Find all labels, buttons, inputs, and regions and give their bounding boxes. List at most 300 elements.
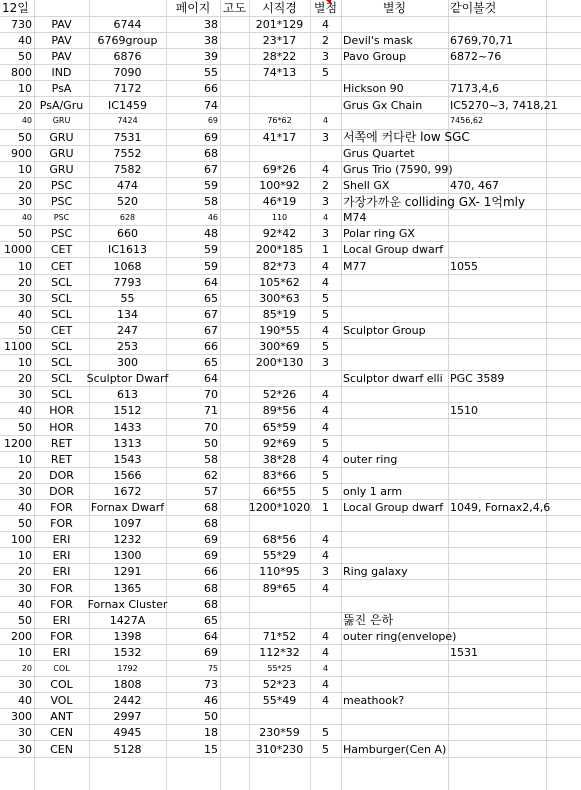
cell-object[interactable]: 134 (117, 307, 138, 321)
cell-see-together[interactable] (448, 742, 581, 757)
cell-see-together[interactable]: 6769,70,71 (450, 34, 513, 48)
cell-page[interactable]: 62 (204, 468, 218, 482)
cell-page[interactable]: 68 (204, 517, 218, 531)
cell-page[interactable]: 39 (204, 50, 218, 64)
cell-value[interactable]: 30 (18, 742, 32, 756)
cell-stars[interactable]: 3 (322, 227, 329, 241)
header-object[interactable] (89, 0, 166, 16)
cell-object[interactable]: 7793 (113, 275, 142, 289)
cell-altitude[interactable] (220, 323, 249, 338)
cell-apparent-size[interactable]: 55*29 (262, 549, 297, 563)
cell-page[interactable]: 68 (204, 597, 218, 611)
cell-stars[interactable]: 5 (322, 468, 329, 482)
cell-stars[interactable]: 4 (322, 18, 329, 32)
cell-object[interactable]: 7552 (113, 146, 142, 160)
cell-stars[interactable]: 5 (322, 742, 329, 756)
cell-page[interactable]: 68 (204, 146, 218, 160)
cell-altitude[interactable] (220, 597, 249, 612)
cell-altitude[interactable] (220, 709, 249, 724)
cell-value[interactable]: 40 (18, 34, 32, 48)
cell-apparent-size[interactable]: 46*19 (262, 195, 297, 209)
cell-constellation[interactable]: CEN (50, 742, 73, 756)
cell-value[interactable]: 20 (18, 565, 32, 579)
cell-see-together[interactable]: 1510 (450, 404, 478, 418)
cell-value[interactable]: 50 (18, 420, 32, 434)
cell-object[interactable]: 5128 (113, 742, 142, 756)
cell-apparent-size[interactable]: 69*26 (262, 162, 297, 176)
cell-stars[interactable] (310, 81, 341, 96)
cell-stars[interactable]: 1 (322, 501, 329, 515)
cell-constellation[interactable]: FOR (50, 629, 73, 643)
cell-page[interactable]: 67 (204, 323, 218, 337)
cell-apparent-size[interactable]: 92*42 (262, 227, 297, 241)
cell-constellation[interactable]: RET (50, 436, 73, 450)
cell-stars[interactable] (310, 597, 341, 612)
cell-page[interactable]: 65 (204, 291, 218, 305)
cell-altitude[interactable] (220, 742, 249, 757)
cell-page[interactable]: 58 (204, 452, 218, 466)
cell-constellation[interactable]: PAV (51, 50, 72, 64)
cell-value[interactable]: 40 (21, 116, 32, 126)
cell-see-together[interactable] (448, 194, 581, 209)
cell-nickname[interactable]: Hamburger(Cen A) (343, 742, 447, 756)
cell-see-together[interactable] (448, 65, 581, 80)
cell-altitude[interactable] (220, 275, 249, 290)
cell-page[interactable]: 59 (204, 259, 218, 273)
cell-see-together[interactable]: 1049, Fornax2,4,6 (450, 501, 551, 515)
cell-see-together[interactable]: 1055 (450, 259, 478, 273)
cell-nickname[interactable]: M77 (343, 259, 367, 273)
cell-apparent-size[interactable]: 55*49 (262, 694, 297, 708)
cell-constellation[interactable]: PSC (50, 227, 73, 241)
cell-page[interactable]: 69 (204, 533, 218, 547)
cell-constellation[interactable]: RET (50, 452, 73, 466)
cell-altitude[interactable] (220, 49, 249, 64)
cell-apparent-size[interactable]: 28*22 (262, 50, 297, 64)
cell-value[interactable]: 40 (18, 694, 32, 708)
cell-altitude[interactable] (220, 130, 249, 145)
cell-stars[interactable]: 3 (322, 356, 329, 370)
cell-nickname[interactable]: Shell GX (343, 179, 390, 193)
cell-page[interactable]: 18 (204, 726, 218, 740)
cell-altitude[interactable] (220, 532, 249, 547)
cell-page[interactable]: 69 (207, 116, 218, 126)
cell-value[interactable]: 300 (11, 710, 32, 724)
cell-apparent-size[interactable]: 300*69 (259, 340, 300, 354)
cell-object[interactable]: 1097 (113, 517, 142, 531)
cell-stars[interactable]: 4 (322, 275, 329, 289)
cell-value[interactable]: 100 (11, 533, 32, 547)
cell-apparent-size[interactable]: 71*52 (262, 629, 297, 643)
cell-value[interactable]: 50 (18, 227, 32, 241)
cell-value[interactable]: 10 (18, 356, 32, 370)
cell-see-together[interactable] (448, 162, 581, 177)
cell-nickname[interactable] (341, 307, 448, 322)
cell-apparent-size[interactable] (249, 516, 310, 531)
cell-stars[interactable]: 3 (322, 50, 329, 64)
cell-apparent-size[interactable]: 112*32 (259, 645, 300, 659)
cell-see-together[interactable] (448, 516, 581, 531)
cell-object[interactable]: 7424 (117, 116, 138, 126)
cell-constellation[interactable]: FOR (50, 597, 73, 611)
cell-value[interactable]: 20 (18, 275, 32, 289)
cell-value[interactable]: 30 (18, 195, 32, 209)
cell-page[interactable]: 15 (204, 742, 218, 756)
cell-nickname[interactable] (341, 387, 448, 402)
cell-see-together[interactable]: 7456,62 (450, 116, 484, 126)
cell-constellation[interactable]: VOL (50, 694, 73, 708)
cell-object[interactable]: 300 (117, 356, 138, 370)
cell-altitude[interactable] (220, 420, 249, 435)
cell-altitude[interactable] (220, 500, 249, 515)
cell-nickname[interactable] (341, 275, 448, 290)
cell-apparent-size[interactable] (249, 613, 310, 628)
cell-constellation[interactable]: SCL (51, 307, 72, 321)
cell-page[interactable]: 38 (204, 34, 218, 48)
cell-page[interactable]: 68 (204, 501, 218, 515)
cell-page[interactable]: 75 (207, 663, 218, 673)
cell-value[interactable]: 50 (18, 130, 32, 144)
cell-object[interactable]: 6769group (97, 34, 158, 48)
cell-stars[interactable]: 4 (322, 645, 329, 659)
cell-constellation[interactable]: CET (50, 323, 73, 337)
cell-see-together[interactable] (448, 420, 581, 435)
cell-apparent-size[interactable]: 100*92 (259, 179, 300, 193)
cell-stars[interactable]: 5 (322, 291, 329, 305)
cell-apparent-size[interactable] (249, 597, 310, 612)
cell-object[interactable]: 1512 (113, 404, 142, 418)
cell-altitude[interactable] (220, 581, 249, 596)
cell-value[interactable]: 10 (18, 82, 32, 96)
cell-page[interactable]: 67 (204, 307, 218, 321)
cell-page[interactable]: 67 (204, 162, 218, 176)
cell-nickname[interactable]: Ring galaxy (343, 565, 408, 579)
cell-page[interactable]: 59 (204, 243, 218, 257)
cell-constellation[interactable]: HOR (49, 420, 74, 434)
cell-altitude[interactable] (220, 81, 249, 96)
cell-object[interactable]: 55 (120, 291, 135, 305)
cell-nickname[interactable]: only 1 arm (343, 484, 403, 498)
cell-stars[interactable]: 4 (322, 549, 329, 563)
cell-stars[interactable]: 4 (322, 162, 329, 176)
cell-stars[interactable]: 4 (322, 663, 329, 673)
cell-constellation[interactable]: HOR (49, 404, 74, 418)
cell-altitude[interactable] (220, 242, 249, 257)
cell-page[interactable]: 66 (204, 340, 218, 354)
cell-apparent-size[interactable] (249, 98, 310, 113)
cell-constellation[interactable]: DOR (49, 468, 74, 482)
cell-object[interactable]: Fornax Cluster (87, 597, 168, 611)
cell-stars[interactable]: 4 (322, 212, 329, 222)
cell-nickname[interactable] (341, 355, 448, 370)
cell-see-together[interactable] (448, 629, 581, 644)
cell-page[interactable]: 69 (204, 549, 218, 563)
cell-stars[interactable] (310, 371, 341, 386)
cell-nickname[interactable] (341, 581, 448, 596)
cell-nickname[interactable]: Polar ring GX (343, 227, 415, 241)
cell-page[interactable]: 64 (204, 629, 218, 643)
cell-constellation[interactable]: PSC (50, 195, 73, 209)
cell-page[interactable]: 71 (204, 404, 218, 418)
cell-object[interactable]: 1532 (113, 645, 142, 659)
cell-altitude[interactable] (220, 371, 249, 386)
cell-apparent-size[interactable]: 200*185 (255, 243, 304, 257)
cell-see-together[interactable] (448, 613, 581, 628)
cell-object[interactable]: 1672 (113, 484, 142, 498)
cell-nickname[interactable]: Sculptor dwarf elli (343, 372, 443, 386)
cell-page[interactable]: 66 (204, 565, 218, 579)
cell-constellation[interactable]: PSC (50, 179, 73, 193)
cell-see-together[interactable]: 6872~76 (450, 50, 502, 64)
cell-apparent-size[interactable]: 92*69 (262, 436, 297, 450)
cell-object[interactable]: 1433 (113, 420, 142, 434)
cell-see-together[interactable] (448, 581, 581, 596)
cell-altitude[interactable] (220, 613, 249, 628)
cell-constellation[interactable]: CEN (50, 726, 73, 740)
cell-altitude[interactable] (220, 436, 249, 451)
header-altitude[interactable]: 고도 (222, 1, 247, 15)
header-stars[interactable]: 별점 (313, 1, 338, 15)
cell-altitude[interactable] (220, 725, 249, 740)
cell-nickname[interactable]: Sculptor Group (343, 323, 426, 337)
cell-constellation[interactable]: GRU (52, 116, 71, 126)
cell-object[interactable]: 520 (117, 195, 138, 209)
cell-value[interactable]: 10 (18, 259, 32, 273)
cell-apparent-size[interactable]: 52*26 (262, 388, 297, 402)
cell-altitude[interactable] (220, 645, 249, 660)
cell-object[interactable]: 1291 (113, 565, 142, 579)
cell-see-together[interactable] (448, 17, 581, 32)
cell-apparent-size[interactable]: 68*56 (262, 533, 297, 547)
cell-nickname[interactable]: Grus Trio (7590, 99) (343, 162, 453, 176)
cell-altitude[interactable] (220, 661, 249, 676)
cell-constellation[interactable]: CET (50, 259, 73, 273)
cell-see-together[interactable] (448, 564, 581, 579)
cell-nickname[interactable]: Local Group dwarf (343, 501, 444, 515)
cell-apparent-size[interactable]: 38*28 (262, 452, 297, 466)
cell-altitude[interactable] (220, 65, 249, 80)
cell-value[interactable]: 30 (18, 388, 32, 402)
cell-constellation[interactable]: FOR (50, 501, 73, 515)
cell-see-together[interactable] (448, 387, 581, 402)
cell-see-together[interactable]: 470, 467 (450, 179, 499, 193)
cell-constellation[interactable]: GRU (49, 162, 74, 176)
cell-see-together[interactable] (448, 677, 581, 692)
cell-see-together[interactable] (448, 661, 581, 676)
cell-apparent-size[interactable]: 1200*1020 (248, 501, 311, 515)
cell-object[interactable]: 7172 (113, 82, 142, 96)
cell-altitude[interactable] (220, 548, 249, 563)
cell-object[interactable]: 6744 (113, 18, 142, 32)
cell-see-together[interactable] (448, 693, 581, 708)
cell-object[interactable]: 1232 (113, 533, 142, 547)
cell-apparent-size[interactable]: 310*230 (255, 742, 304, 756)
cell-nickname[interactable] (341, 677, 448, 692)
cell-see-together[interactable] (448, 709, 581, 724)
cell-object[interactable]: 2442 (113, 694, 142, 708)
cell-see-together[interactable] (448, 452, 581, 467)
cell-value[interactable]: 20 (18, 468, 32, 482)
cell-apparent-size[interactable]: 65*59 (262, 420, 297, 434)
cell-constellation[interactable]: PsA/Gru (39, 98, 84, 112)
cell-page[interactable]: 65 (204, 613, 218, 627)
cell-value[interactable]: 10 (18, 452, 32, 466)
cell-apparent-size[interactable] (249, 709, 310, 724)
cell-stars[interactable] (310, 709, 341, 724)
cell-see-together[interactable] (448, 597, 581, 612)
cell-altitude[interactable] (220, 114, 249, 129)
cell-altitude[interactable] (220, 162, 249, 177)
cell-stars[interactable]: 5 (322, 484, 329, 498)
cell-stars[interactable]: 4 (322, 629, 329, 643)
cell-page[interactable]: 68 (204, 581, 218, 595)
cell-value[interactable]: 40 (18, 307, 32, 321)
cell-see-together[interactable] (448, 484, 581, 499)
cell-altitude[interactable] (220, 178, 249, 193)
cell-page[interactable]: 46 (207, 212, 218, 222)
cell-constellation[interactable]: CET (50, 243, 73, 257)
cell-value[interactable]: 730 (11, 18, 32, 32)
cell-constellation[interactable]: IND (51, 66, 72, 80)
cell-page[interactable]: 50 (204, 436, 218, 450)
cell-nickname[interactable] (341, 65, 448, 80)
cell-stars[interactable]: 4 (322, 259, 329, 273)
cell-object[interactable]: 7582 (113, 162, 142, 176)
cell-nickname[interactable] (341, 597, 448, 612)
cell-value[interactable]: 20 (18, 98, 32, 112)
cell-value[interactable]: 1000 (4, 243, 32, 257)
comment-indicator[interactable] (326, 0, 331, 5)
cell-apparent-size[interactable] (249, 81, 310, 96)
cell-stars[interactable]: 3 (322, 565, 329, 579)
cell-constellation[interactable]: GRU (49, 146, 74, 160)
cell-apparent-size[interactable]: 41*17 (262, 130, 297, 144)
cell-value[interactable]: 1100 (4, 340, 32, 354)
cell-see-together[interactable] (448, 275, 581, 290)
cell-nickname[interactable]: 서쪽에 커다란 low SGC (343, 130, 470, 145)
cell-altitude[interactable] (220, 259, 249, 274)
cell-see-together[interactable] (448, 339, 581, 354)
cell-constellation[interactable]: ERI (52, 645, 71, 659)
cell-see-together[interactable]: 7173,4,6 (450, 82, 499, 96)
cell-page[interactable]: 74 (204, 98, 218, 112)
cell-apparent-size[interactable]: 110 (271, 212, 288, 222)
cell-object[interactable]: 4945 (113, 726, 142, 740)
cell-page[interactable]: 64 (204, 275, 218, 289)
cell-altitude[interactable] (220, 403, 249, 418)
cell-object[interactable]: 247 (117, 323, 138, 337)
cell-apparent-size[interactable]: 82*73 (262, 259, 297, 273)
cell-nickname[interactable] (341, 661, 448, 676)
cell-apparent-size[interactable]: 89*56 (262, 404, 297, 418)
cell-altitude[interactable] (220, 468, 249, 483)
cell-stars[interactable]: 4 (322, 116, 329, 126)
cell-constellation[interactable]: PsA (51, 82, 72, 96)
cell-nickname[interactable] (341, 645, 448, 660)
cell-nickname[interactable]: Devil's mask (343, 34, 413, 48)
cell-stars[interactable]: 5 (322, 340, 329, 354)
cell-constellation[interactable]: ERI (52, 533, 71, 547)
cell-object[interactable]: 6876 (113, 50, 142, 64)
cell-constellation[interactable]: FOR (50, 517, 73, 531)
cell-object[interactable]: 253 (117, 340, 138, 354)
cell-page[interactable]: 69 (204, 645, 218, 659)
cell-stars[interactable] (310, 98, 341, 113)
cell-object[interactable]: 1792 (117, 663, 138, 673)
cell-nickname[interactable]: Grus Gx Chain (343, 98, 423, 112)
cell-object[interactable]: 1300 (113, 549, 142, 563)
header-month[interactable]: 12일 (2, 1, 29, 15)
cell-nickname[interactable]: outer ring (343, 452, 398, 466)
cell-object[interactable]: 613 (117, 388, 138, 402)
cell-see-together[interactable] (448, 355, 581, 370)
cell-nickname[interactable] (341, 468, 448, 483)
cell-nickname[interactable] (341, 291, 448, 306)
cell-apparent-size[interactable]: 52*23 (262, 678, 297, 692)
cell-nickname[interactable] (341, 516, 448, 531)
cell-constellation[interactable]: COL (50, 678, 73, 692)
cell-nickname[interactable]: 뚫진 은하 (343, 613, 394, 628)
cell-value[interactable]: 50 (18, 517, 32, 531)
cell-apparent-size[interactable] (249, 146, 310, 161)
cell-stars[interactable]: 2 (322, 179, 329, 193)
cell-page[interactable]: 69 (204, 130, 218, 144)
cell-object[interactable]: 628 (119, 212, 136, 222)
cell-object[interactable]: Sculptor Dwarf (86, 372, 169, 386)
cell-see-together[interactable] (448, 291, 581, 306)
cell-altitude[interactable] (220, 387, 249, 402)
cell-nickname[interactable]: 가장가까운 colliding GX- 1억mly (343, 194, 526, 209)
cell-stars[interactable]: 4 (322, 404, 329, 418)
cell-constellation[interactable]: FOR (50, 581, 73, 595)
cell-page[interactable]: 73 (204, 678, 218, 692)
cell-altitude[interactable] (220, 452, 249, 467)
cell-object[interactable]: IC1613 (108, 243, 147, 257)
cell-see-together[interactable] (448, 725, 581, 740)
cell-altitude[interactable] (220, 564, 249, 579)
cell-constellation[interactable]: ERI (52, 549, 71, 563)
cell-altitude[interactable] (220, 629, 249, 644)
cell-see-together[interactable] (448, 436, 581, 451)
cell-apparent-size[interactable]: 200*130 (255, 356, 304, 370)
cell-nickname[interactable]: Pavo Group (343, 50, 407, 64)
cell-object[interactable]: 1566 (113, 468, 142, 482)
cell-object[interactable]: 2997 (113, 710, 142, 724)
cell-value[interactable]: 40 (18, 597, 32, 611)
cell-nickname[interactable]: Local Group dwarf (343, 243, 444, 257)
cell-value[interactable]: 800 (11, 66, 32, 80)
cell-apparent-size[interactable]: 230*59 (259, 726, 300, 740)
cell-altitude[interactable] (220, 484, 249, 499)
cell-stars[interactable]: 4 (322, 323, 329, 337)
cell-stars[interactable]: 5 (322, 307, 329, 321)
cell-nickname[interactable] (341, 17, 448, 32)
header-apparent-size[interactable]: 시직경 (262, 1, 297, 15)
cell-stars[interactable]: 4 (322, 533, 329, 547)
cell-page[interactable]: 59 (204, 179, 218, 193)
cell-constellation[interactable]: DOR (49, 484, 74, 498)
cell-object[interactable]: 1398 (113, 629, 142, 643)
cell-see-together[interactable] (448, 532, 581, 547)
cell-apparent-size[interactable]: 110*95 (259, 565, 300, 579)
cell-constellation[interactable]: SCL (51, 388, 72, 402)
cell-constellation[interactable]: SCL (51, 275, 72, 289)
cell-object[interactable]: 1365 (113, 581, 142, 595)
cell-page[interactable]: 48 (204, 227, 218, 241)
cell-value[interactable]: 50 (18, 50, 32, 64)
cell-page[interactable]: 58 (204, 195, 218, 209)
cell-page[interactable]: 38 (204, 18, 218, 32)
